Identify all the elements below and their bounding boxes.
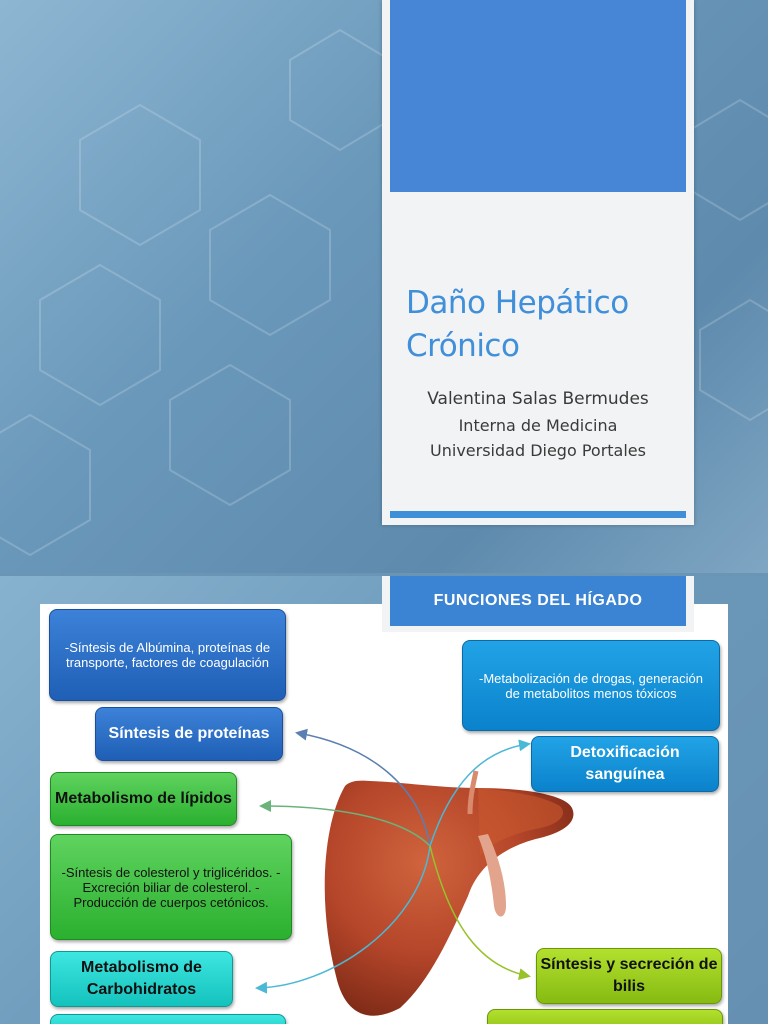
metabolismo-carbohidratos-info-box [50, 1014, 286, 1024]
metabolismo-carbohidratos-label: Metabolismo de Carbohidratos [81, 959, 202, 998]
author-role: Interna de Medicina [458, 416, 618, 435]
sintesis-proteinas-info-box [49, 609, 286, 701]
sintesis-proteinas-info-text: -Síntesis de Albúmina, proteínas de transporte, factores de coagulación [64, 640, 271, 670]
title-card-accent-bar [390, 511, 686, 518]
detoxificacion-label-box [531, 736, 719, 792]
metabolismo-lipidos-info-box [50, 834, 292, 940]
sintesis-proteinas-label: Síntesis de proteínas [108, 725, 270, 742]
author-institution: Universidad Diego Portales [430, 441, 646, 460]
sintesis-proteinas-label-box [95, 707, 283, 761]
sintesis-bilis-info-box [487, 1009, 723, 1024]
metabolismo-lipidos-info-text: -Síntesis de colesterol y triglicéridos. -Excreción biliar de colesterol. -Producción de cuerpos cetónicos. [61, 864, 281, 910]
title-card-blue-block [390, 0, 686, 192]
title-card [382, 0, 694, 525]
metabolismo-carbohidratos-label-box [50, 951, 233, 1007]
metabolismo-lipidos-label-box [50, 772, 237, 826]
sintesis-bilis-label-box [536, 948, 722, 1004]
metabolismo-lipidos-label: Metabolismo de lípidos [55, 790, 232, 807]
presentation-title [406, 282, 686, 368]
detoxificacion-label: Detoxificación sanguínea [570, 744, 680, 783]
slide-header-title: FUNCIONES DEL HÍGADO [390, 576, 686, 626]
detoxificacion-info-box [462, 640, 720, 731]
title-line-2: Crónico [406, 328, 520, 364]
liver-functions-slide [0, 576, 768, 1024]
sintesis-bilis-label: Síntesis y secreción de bilis [540, 956, 718, 995]
title-line-1: Daño Hepático [406, 285, 629, 321]
author-name: Valentina Salas Bermudes [427, 389, 649, 409]
detoxificacion-info-text: -Metabolización de drogas, generación de metabolitos menos tóxicos [478, 670, 704, 701]
